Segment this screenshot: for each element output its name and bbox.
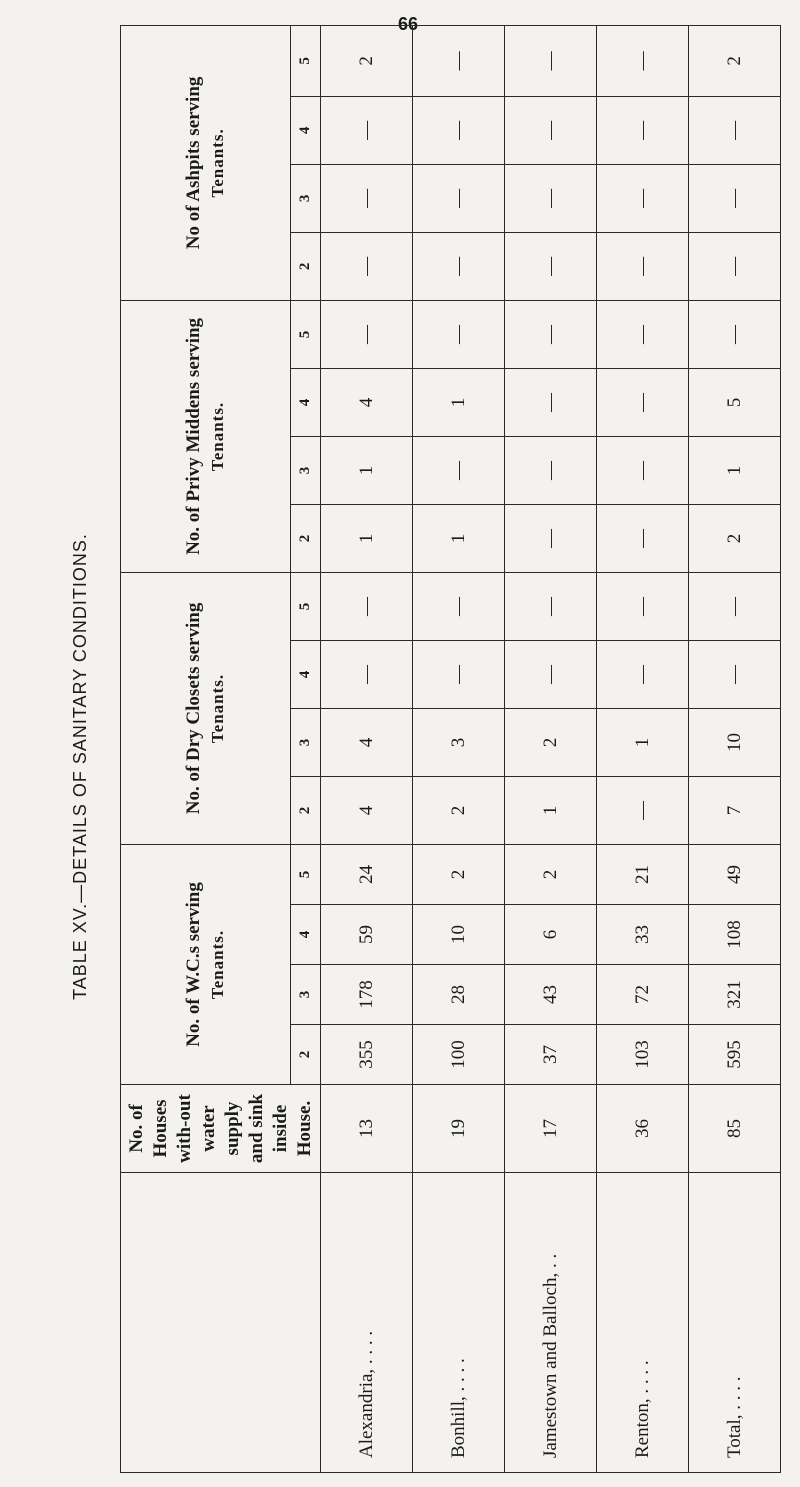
ash-cell: —: [597, 232, 689, 300]
ash-cell: —: [413, 25, 505, 96]
wc-cell: 33: [597, 905, 689, 965]
wc-cell: 37: [505, 1025, 597, 1085]
district-header: [121, 1173, 321, 1473]
privy-cell: —: [505, 300, 597, 368]
houses-cell: 13: [321, 1085, 413, 1173]
houses-cell: 17: [505, 1085, 597, 1173]
ash-cell: —: [413, 96, 505, 164]
dry-col-2: 2: [291, 777, 321, 845]
privy-cell: —: [597, 504, 689, 572]
ash-cell: —: [321, 96, 413, 164]
ash-cell: —: [597, 96, 689, 164]
wc-cell: 28: [413, 965, 505, 1025]
privy-col-2: 2: [291, 504, 321, 572]
wc-cell: 103: [597, 1025, 689, 1085]
dry-cell: 4: [321, 777, 413, 845]
wc-col-3: 3: [291, 965, 321, 1025]
privy-tenants-label: Tenants.: [207, 401, 227, 472]
wc-cell: 59: [321, 905, 413, 965]
wc-cell: 21: [597, 845, 689, 905]
houses-cell: 19: [413, 1085, 505, 1173]
table-row: [321, 25, 413, 1472]
privy-col-3: 3: [291, 436, 321, 504]
wc-cell: 43: [505, 965, 597, 1025]
wc-cell: 108: [689, 905, 781, 965]
ash-cell: 2: [321, 25, 413, 96]
ash-cell: —: [505, 96, 597, 164]
privy-cell: 1: [413, 368, 505, 436]
sanitary-table-wrapper: [120, 51, 780, 1473]
privy-cell: —: [689, 300, 781, 368]
privy-cell: —: [413, 436, 505, 504]
ash-col-2: 2: [291, 232, 321, 300]
dry-tenants-label: Tenants.: [207, 673, 227, 744]
privy-cell: —: [413, 300, 505, 368]
wc-cell: 2: [505, 845, 597, 905]
houses-cell: 36: [597, 1085, 689, 1173]
privy-cell: —: [597, 436, 689, 504]
dry-cell: —: [689, 572, 781, 640]
privy-cell: —: [505, 368, 597, 436]
district-cell: Alexandria, . . . .: [321, 1173, 413, 1473]
ash-cell: 2: [689, 25, 781, 96]
table-body: [321, 25, 781, 1472]
ash-tenants-label: Tenants.: [207, 128, 227, 198]
wc-cell: 321: [689, 965, 781, 1025]
dry-col-5: 5: [291, 572, 321, 640]
district-cell: Renton, . . . .: [597, 1173, 689, 1473]
wc-cell: 10: [413, 905, 505, 965]
wc-col-4: 4: [291, 905, 321, 965]
wc-cell: 355: [321, 1025, 413, 1085]
ash-col-4: 4: [291, 96, 321, 164]
ashpits-header: [121, 25, 291, 300]
wc-col-2: 2: [291, 1025, 321, 1085]
ash-cell: —: [597, 25, 689, 96]
district-cell: Bonhill, . . . .: [413, 1173, 505, 1473]
dry-cell: —: [413, 572, 505, 640]
ash-col-5: 5: [291, 25, 321, 96]
dry-col-4: 4: [291, 641, 321, 709]
privy-cell: —: [505, 504, 597, 572]
dry-cell: —: [505, 572, 597, 640]
wc-tenants-label: Tenants.: [207, 929, 227, 1000]
ash-cell: —: [505, 25, 597, 96]
privy-middens-header-label: No. of Privy Middens serving: [182, 317, 204, 555]
privy-cell: 1: [413, 504, 505, 572]
dry-cell: 2: [413, 777, 505, 845]
wc-cell: 2: [413, 845, 505, 905]
ash-cell: —: [689, 164, 781, 232]
houses-header: No. of Houses with-out water supply and sink inside House.: [121, 1085, 321, 1173]
privy-cell: —: [597, 368, 689, 436]
wc-cell: 24: [321, 845, 413, 905]
privy-cell: 4: [321, 368, 413, 436]
ash-cell: —: [321, 232, 413, 300]
ash-col-3: 3: [291, 164, 321, 232]
wc-cell: 595: [689, 1025, 781, 1085]
dry-closets-header: [121, 572, 291, 844]
wc-cell: 178: [321, 965, 413, 1025]
ash-cell: —: [505, 232, 597, 300]
table-title: TABLE XV.—DETAILS OF SANITARY CONDITIONS.: [70, 533, 90, 1000]
dry-cell: —: [597, 777, 689, 845]
wc-header-label: No. of W.C.s serving: [182, 882, 204, 1047]
ash-cell: —: [413, 164, 505, 232]
table-row: [505, 25, 597, 1472]
wc-header: [121, 845, 291, 1085]
table-row: [413, 25, 505, 1472]
dry-cell: —: [505, 641, 597, 709]
privy-cell: 2: [689, 504, 781, 572]
dry-cell: —: [597, 641, 689, 709]
privy-cell: —: [505, 436, 597, 504]
dry-col-3: 3: [291, 709, 321, 777]
dry-cell: —: [321, 641, 413, 709]
privy-cell: —: [597, 300, 689, 368]
dry-cell: —: [689, 641, 781, 709]
table-row: [597, 25, 689, 1472]
privy-col-5: 5: [291, 300, 321, 368]
wc-col-5: 5: [291, 845, 321, 905]
houses-cell: 85: [689, 1085, 781, 1173]
wc-cell: 100: [413, 1025, 505, 1085]
sanitary-conditions-table: [120, 25, 781, 1473]
privy-cell: 1: [321, 504, 413, 572]
dry-cell: 3: [413, 709, 505, 777]
dry-cell: 4: [321, 709, 413, 777]
dry-closets-header-label: No. of Dry Closets serving: [182, 602, 204, 815]
privy-middens-header: [121, 300, 291, 572]
dry-cell: —: [597, 572, 689, 640]
ash-cell: —: [689, 232, 781, 300]
privy-cell: 1: [689, 436, 781, 504]
ashpits-header-label: No of Ashpits serving: [182, 76, 204, 250]
page-number: 66: [397, 14, 419, 34]
dry-cell: —: [413, 641, 505, 709]
wc-cell: 6: [505, 905, 597, 965]
ash-cell: —: [413, 232, 505, 300]
ash-cell: —: [505, 164, 597, 232]
privy-cell: —: [321, 300, 413, 368]
ash-cell: —: [321, 164, 413, 232]
dry-cell: 2: [505, 709, 597, 777]
privy-col-4: 4: [291, 368, 321, 436]
dry-cell: —: [321, 572, 413, 640]
wc-cell: 72: [597, 965, 689, 1025]
district-cell: Jamestown and Balloch, . .: [505, 1173, 597, 1473]
ash-cell: —: [689, 96, 781, 164]
table-row: [689, 25, 781, 1472]
privy-cell: 1: [321, 436, 413, 504]
ash-cell: —: [597, 164, 689, 232]
dry-cell: 7: [689, 777, 781, 845]
wc-cell: 49: [689, 845, 781, 905]
privy-cell: 5: [689, 368, 781, 436]
dry-cell: 1: [597, 709, 689, 777]
dry-cell: 10: [689, 709, 781, 777]
dry-cell: 1: [505, 777, 597, 845]
district-cell: Total, . . . .: [689, 1173, 781, 1473]
